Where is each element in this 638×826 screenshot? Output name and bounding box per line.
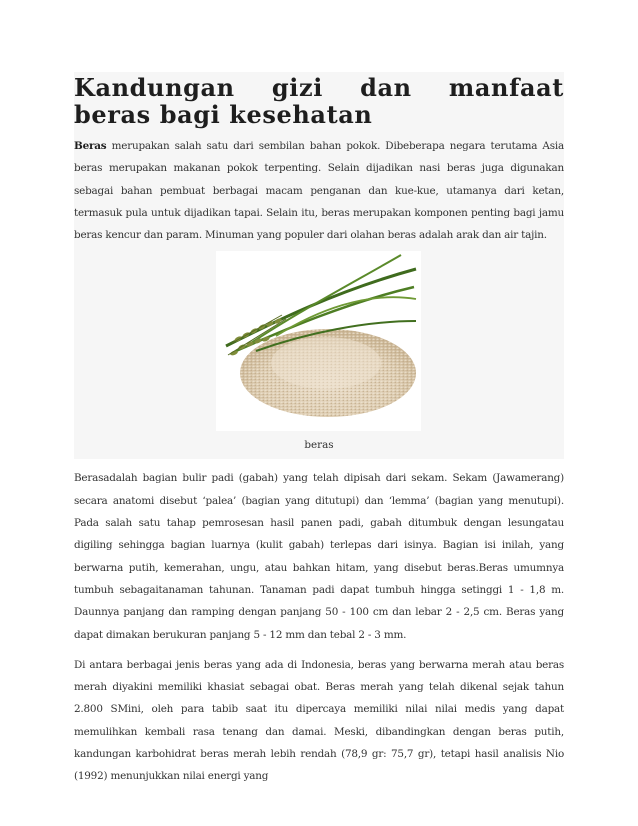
intro-text: merupakan salah satu dari sembilan bahan pokok. Dibeberapa negara terutama Asia beras merupakan makanan pokok terpenting. Selain dijadikan nasi beras juga digunakan sebagai bahan pembuat berbagai macam penganan dan kue-kue, utamanya dari ketan, termasuk pula untuk dijadikan tapai. Selain itu, beras merupakan komponen penting bagi jamu beras kencur dan param. Minuman yang populer dari olahan beras adalah arak dan air tajin. <box>74 140 564 242</box>
rice-grain-photo-icon <box>216 251 421 431</box>
article-title: Kandungan gizi dan manfaat beras bagi kesehatan <box>74 73 564 129</box>
intro-bold-term: Beras <box>74 140 107 152</box>
article <box>74 72 564 788</box>
intro-paragraph <box>74 134 564 248</box>
paragraph-2: Berasadalah bagian bulir padi (gabah) yang telah dipisah dari sekam. Sekam (Jawamerang) secara anatomi disebut ‘palea’ (bagian yang ditutupi) dan ‘lemma’ (bagian yang menutupi). Pada salah satu tahap pemrosesan hasil panen padi, gabah ditumbuk dengan lesungatau digiling sehingga bagian luarnya (kulit gabah) terlepas dari isinya. Bagian isi inilah, yang berwarna putih, kemerahan, ungu, atau bahkan hitam, yang disebut beras.Beras umumnya tumbuh sebagaitanaman tahunan. Tanaman padi dapat tumbuh hingga setinggi 1 - 1,8 m. Daunnya panjang dan ramping dengan panjang 50 - 100 cm dan lebar 2 - 2,5 cm. Beras yang dapat dimakan berukuran panjang 5 - 12 mm dan tebal 2 - 3 mm. <box>74 472 564 641</box>
paragraph-3: Di antara berbagai jenis beras yang ada di Indonesia, beras yang berwarna merah atau beras merah diyakini memiliki khasiat sebagai obat. Beras merah yang telah dikenal sejak tahun 2.800 SMini, oleh para tabib saat itu dipercaya memiliki nilai nilai medis yang dapat memulihkan kembali rasa tenang dan damai. Meski, dibandingkan dengan beras putih, kandungan karbohidrat beras merah lebih rendah (78,9 gr: 75,7 gr), tetapi hasil analisis Nio (1992) menunjukkan nilai energi yang <box>74 658 564 783</box>
image-caption: beras <box>74 433 564 459</box>
title-block <box>74 72 564 134</box>
rice-figure <box>74 248 564 433</box>
